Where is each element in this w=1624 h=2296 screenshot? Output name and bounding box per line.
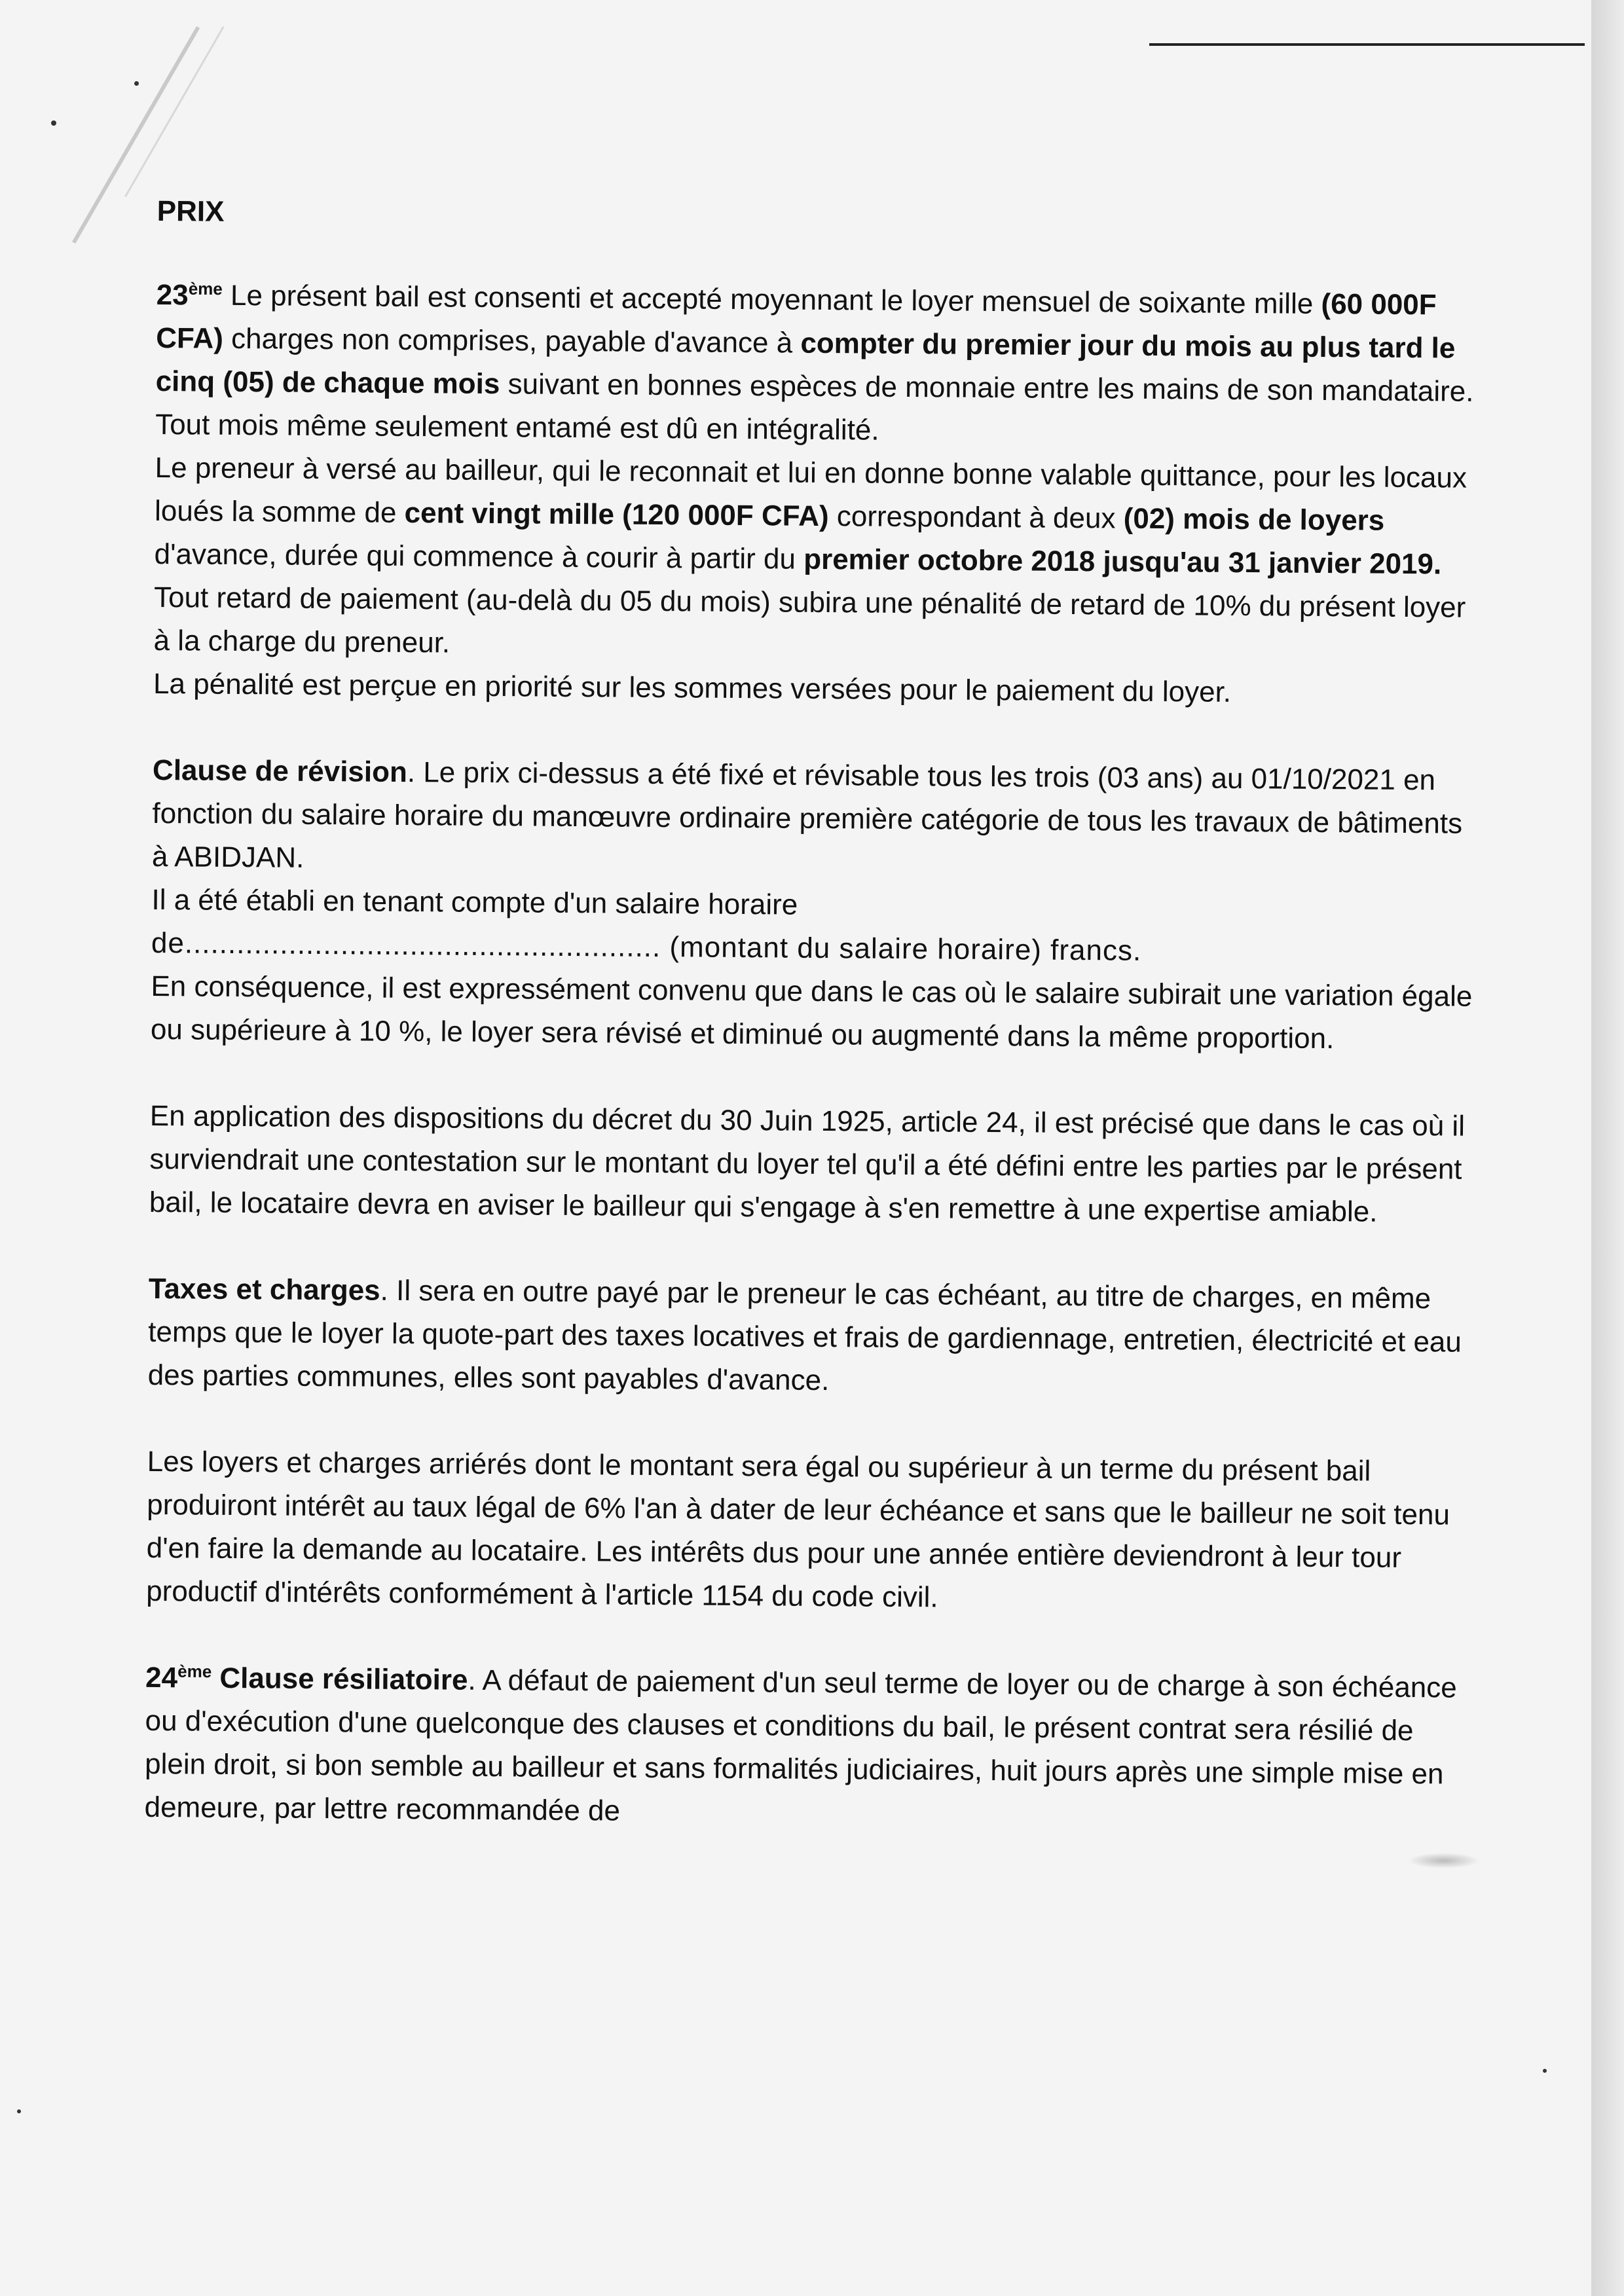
arrears-paragraph: Les loyers et charges arriérés dont le montant sera égal ou supérieur à un terme du présent bail produiront intérêt au taux légal de 6% l'an à dater de leur échéance et sans que le bailleur ne soit tenu d'en faire la demande au locataire. Les intérêts dus pour une année entière deviendront à leur tour productif d'intérêts conformément à l'article 1154 du code civil.: [145, 1445, 1450, 1614]
revision-clause-title: Clause de révision: [152, 754, 408, 789]
page-shadow-edge: [1591, 0, 1624, 2296]
lease-document-body: [144, 190, 1480, 1840]
scan-speck: [17, 2109, 21, 2113]
taxes-charges-paragraph: Taxes et charges. Il sera en outre payé par le preneur le cas échéant, au titre de charges, en même temps que le loyer la quote-part des taxes locatives et frais de gardiennage, entretien, électricité et eau des parties communes, elles sont payables d'avance.: [147, 1272, 1462, 1397]
article-23-number: 23: [156, 278, 189, 312]
scan-smudge: [1408, 1853, 1480, 1868]
article-23-paragraph-2: Le preneur à versé au bailleur, qui le reconnait et lui en donne bonne valable quittance, pour les locaux loués la somme de cent vingt mille (120 000F CFA) correspondant à deux (02) mois de loyers d'avance, durée qui commence à courir à partir du premier octobre 2018 jusqu'au 31 janvier 2019.: [154, 451, 1467, 581]
revision-salary-line-2: de....................................................... (montant du salaire horaire) francs.: [151, 926, 1142, 967]
scan-speck: [1543, 2069, 1547, 2073]
decree-application-paragraph: En application des dispositions du décret du 30 Juin 1925, article 24, il est précisé que dans le cas où il surviendrait une contestation sur le montant du loyer tel qu'il a été défini entre les parties par le présent bail, le locataire devra en aviser le bailleur qui s'engage à s'en remettre à une expertise amiable.: [149, 1099, 1466, 1228]
article-23-paragraph-3: Tout retard de paiement (au-delà du 05 du mois) subira une pénalité de retard de 10% du présent loyer à la charge du preneur.: [153, 581, 1466, 659]
article-24-number: 24: [145, 1661, 178, 1694]
article-23-paragraph-4: La pénalité est perçue en priorité sur les sommes versées pour le paiement du loyer.: [153, 667, 1232, 708]
taxes-charges-title: Taxes et charges: [148, 1272, 380, 1307]
revision-consequence-paragraph: En conséquence, il est expressément convenu que dans le cas où le salaire subirait une variation égale ou supérieure à 10 %, le loyer sera révisé et diminué ou augmenté dans la même proportion.: [150, 970, 1473, 1055]
scan-speck: [134, 81, 139, 86]
article-24-paragraph: 24ème Clause résiliatoire. A défaut de paiement d'un seul terme de loyer ou de charge à son échéance ou d'exécution d'une quelconque des clauses et conditions du bail, le présent contrat sera résilié de plein droit, si bon semble au bailleur et sans formalités judiciaires, huit jours après une simple mise en demeure, par lettre recommandée de: [144, 1661, 1457, 1827]
revision-clause-paragraph: Clause de révision. Le prix ci-dessus a été fixé et révisable tous les trois (03 ans) au 01/10/2021 en fonction du salaire horaire du manœuvre ordinaire première catégorie de tous les travaux de bâtiments à ABIDJAN.: [151, 754, 1463, 874]
header-rule: [1149, 43, 1585, 46]
article-23-ordinal: ème: [188, 278, 223, 299]
article-23-paragraph-1: 23ème Le présent bail est consenti et accepté moyennant le loyer mensuel de soixante mille (60 000F CFA) charges non comprises, payable d'avance à compter du premier jour du mois au plus tard le cinq (05) de chaque mois suivant en bonnes espèces de monnaie entre les mains de son mandataire. Tout mois même seulement entamé est dû en intégralité.: [155, 278, 1474, 446]
section-heading-prix: PRIX: [157, 194, 225, 228]
article-24-title: Clause résiliatoire: [211, 1662, 468, 1696]
article-24-ordinal: ème: [177, 1661, 212, 1682]
revision-salary-line-1: Il a été établi en tenant compte d'un salaire horaire: [151, 883, 798, 921]
scan-speck: [51, 120, 56, 126]
